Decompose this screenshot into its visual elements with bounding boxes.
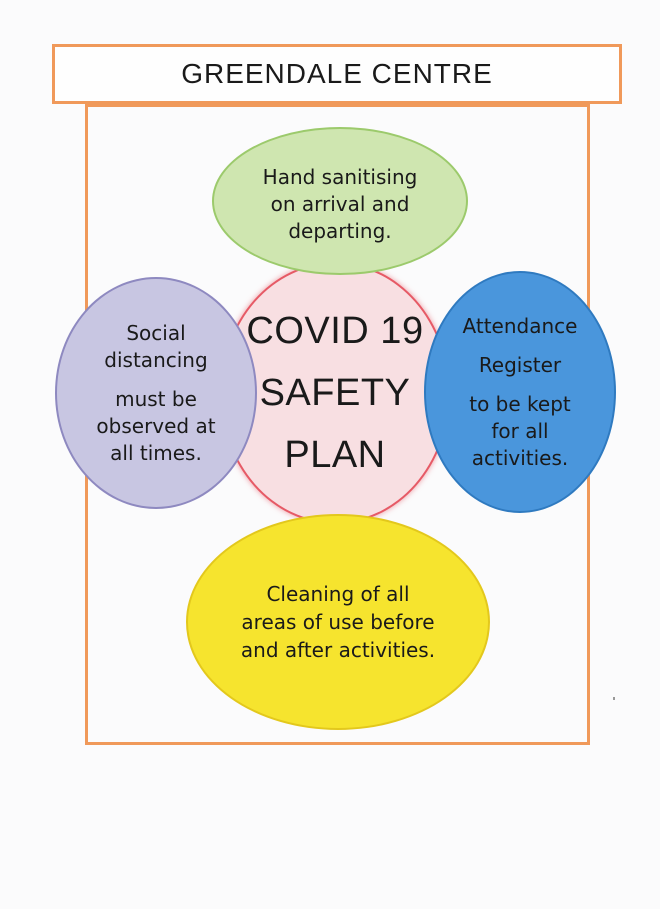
right-line-1: Attendance xyxy=(462,313,578,338)
bottom-line-2: areas of use before xyxy=(241,610,435,634)
center-line-3: PLAN xyxy=(284,434,386,476)
title-banner xyxy=(52,44,622,104)
left-line-4: observed at xyxy=(96,413,216,438)
center-line-1: COVID 19 xyxy=(246,310,424,352)
top-line-1: Hand sanitising xyxy=(262,164,418,189)
right-line-5: activities. xyxy=(471,445,569,470)
top-line-2: on arrival and xyxy=(270,191,410,216)
cleaning-bubble xyxy=(186,514,490,730)
attendance-register-bubble xyxy=(424,271,616,513)
left-line-2: distancing xyxy=(104,347,208,372)
top-line-3: departing. xyxy=(288,218,392,243)
right-line-2: Register xyxy=(478,352,562,377)
bottom-line-1: Cleaning of all xyxy=(266,582,410,606)
right-line-4: for all xyxy=(491,418,549,443)
bottom-line-3: and after activities. xyxy=(240,638,436,662)
hand-sanitising-bubble xyxy=(212,127,468,275)
page-title: GREENDALE CENTRE xyxy=(181,58,493,89)
scan-speck xyxy=(613,697,615,700)
left-line-5: all times. xyxy=(110,440,202,465)
center-line-2: SAFETY xyxy=(259,372,411,414)
left-line-1: Social xyxy=(126,320,186,345)
social-distancing-bubble xyxy=(55,277,257,509)
right-line-3: to be kept xyxy=(469,391,571,416)
left-line-3: must be xyxy=(115,386,197,411)
